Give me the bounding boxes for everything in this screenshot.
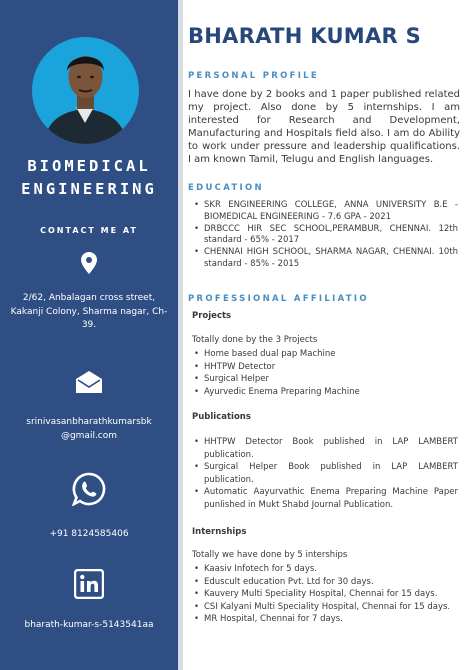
education-item: • SKR ENGINEERING COLLEGE, ANNA UNIVERSITY B.E - BIOMEDICAL ENGINEERING - 7.6 GPA - 2021 <box>194 200 458 224</box>
internships-title: Internships <box>192 527 247 537</box>
section-heading-profile: PERSONAL PROFILE <box>188 71 319 81</box>
profile-text: I have done by 2 books and 1 paper published related my project. Also done by 5 internships. I am interested for Research and Development, Manufacturing and Hospitals field also. I am do Ability to work under pressure and leadership qualifications. I am known Tamil, Telugu and English languages. <box>188 89 460 165</box>
linkedin-icon <box>0 569 178 603</box>
email-link[interactable] <box>8 416 170 443</box>
projects-title: Projects <box>192 311 232 321</box>
email-line1: srinivasanbharathkumarsbk <box>26 417 152 427</box>
publication-item: • Automatic Aayurvathic Enema Preparing Machine Paper punlished in Mukt Shabd Journal Publication. <box>194 486 458 511</box>
profile-photo <box>32 37 139 144</box>
publication-item: • HHTPW Detector Book published in LAP LAMBERT publication. <box>194 436 458 461</box>
contact-heading: CONTACT ME AT <box>40 226 138 235</box>
envelope-icon <box>0 371 178 397</box>
publications-title: Publications <box>192 412 251 422</box>
project-item: • Ayurvedic Enema Preparing Machine <box>194 386 458 399</box>
projects-list <box>194 348 458 398</box>
internship-item: • MR Hospital, Chennai for 7 days. <box>194 613 458 626</box>
linkedin-handle[interactable]: bharath-kumar-s-5143541aa <box>24 620 154 630</box>
publications-list <box>194 436 458 511</box>
education-list <box>194 200 458 271</box>
internships-list <box>194 563 458 626</box>
candidate-name: BHARATH KUMAR S <box>188 24 422 48</box>
project-item: • Surgical Helper <box>194 373 458 386</box>
internships-intro: Totally we have done by 5 interships <box>192 550 348 560</box>
education-item: • DRBCCC HIR SEC SCHOOL,PERAMBUR, CHENNAI. 12th standard - 65% - 2017 <box>194 224 458 248</box>
education-item: • CHENNAI HIGH SCHOOL, SHARMA NAGAR, CHENNAI. 10th standard - 85% - 2015 <box>194 247 458 271</box>
project-item: • Home based dual pap Machine <box>194 348 458 361</box>
sidebar-divider <box>178 0 183 670</box>
section-heading-professional: PROFESSIONAL AFFILIATIO <box>188 294 369 304</box>
section-heading-education: EDUCATION <box>188 183 264 193</box>
email-line2: @gmail.com <box>60 430 118 441</box>
whatsapp-icon <box>0 472 178 510</box>
sidebar-title-line1: BIOMEDICAL <box>27 157 151 175</box>
project-item: • HHTPW Detector <box>194 361 458 374</box>
location-pin-icon <box>0 252 178 278</box>
projects-intro: Totally done by the 3 Projects <box>192 335 318 345</box>
internship-item: • Kaasiv Infotech for 5 days. <box>194 563 458 576</box>
sidebar-title-line2: ENGINEERING <box>21 180 157 198</box>
internship-item: • CSI Kalyani Multi Speciality Hospital, Chennai for 15 days. <box>194 601 458 614</box>
internship-item: • Kauvery Multi Speciality Hospital, Chennai for 15 days. <box>194 588 458 601</box>
publication-item: • Surgical Helper Book published in LAP LAMBERT publication. <box>194 461 458 486</box>
phone-number[interactable]: +91 8124585406 <box>49 529 129 539</box>
internship-item: • Eduscult education Pvt. Ltd for 30 days. <box>194 576 458 589</box>
address-text: 2/62, Anbalagan cross street, Kakanji Colony, Sharma nagar, Ch-39. <box>10 293 168 330</box>
